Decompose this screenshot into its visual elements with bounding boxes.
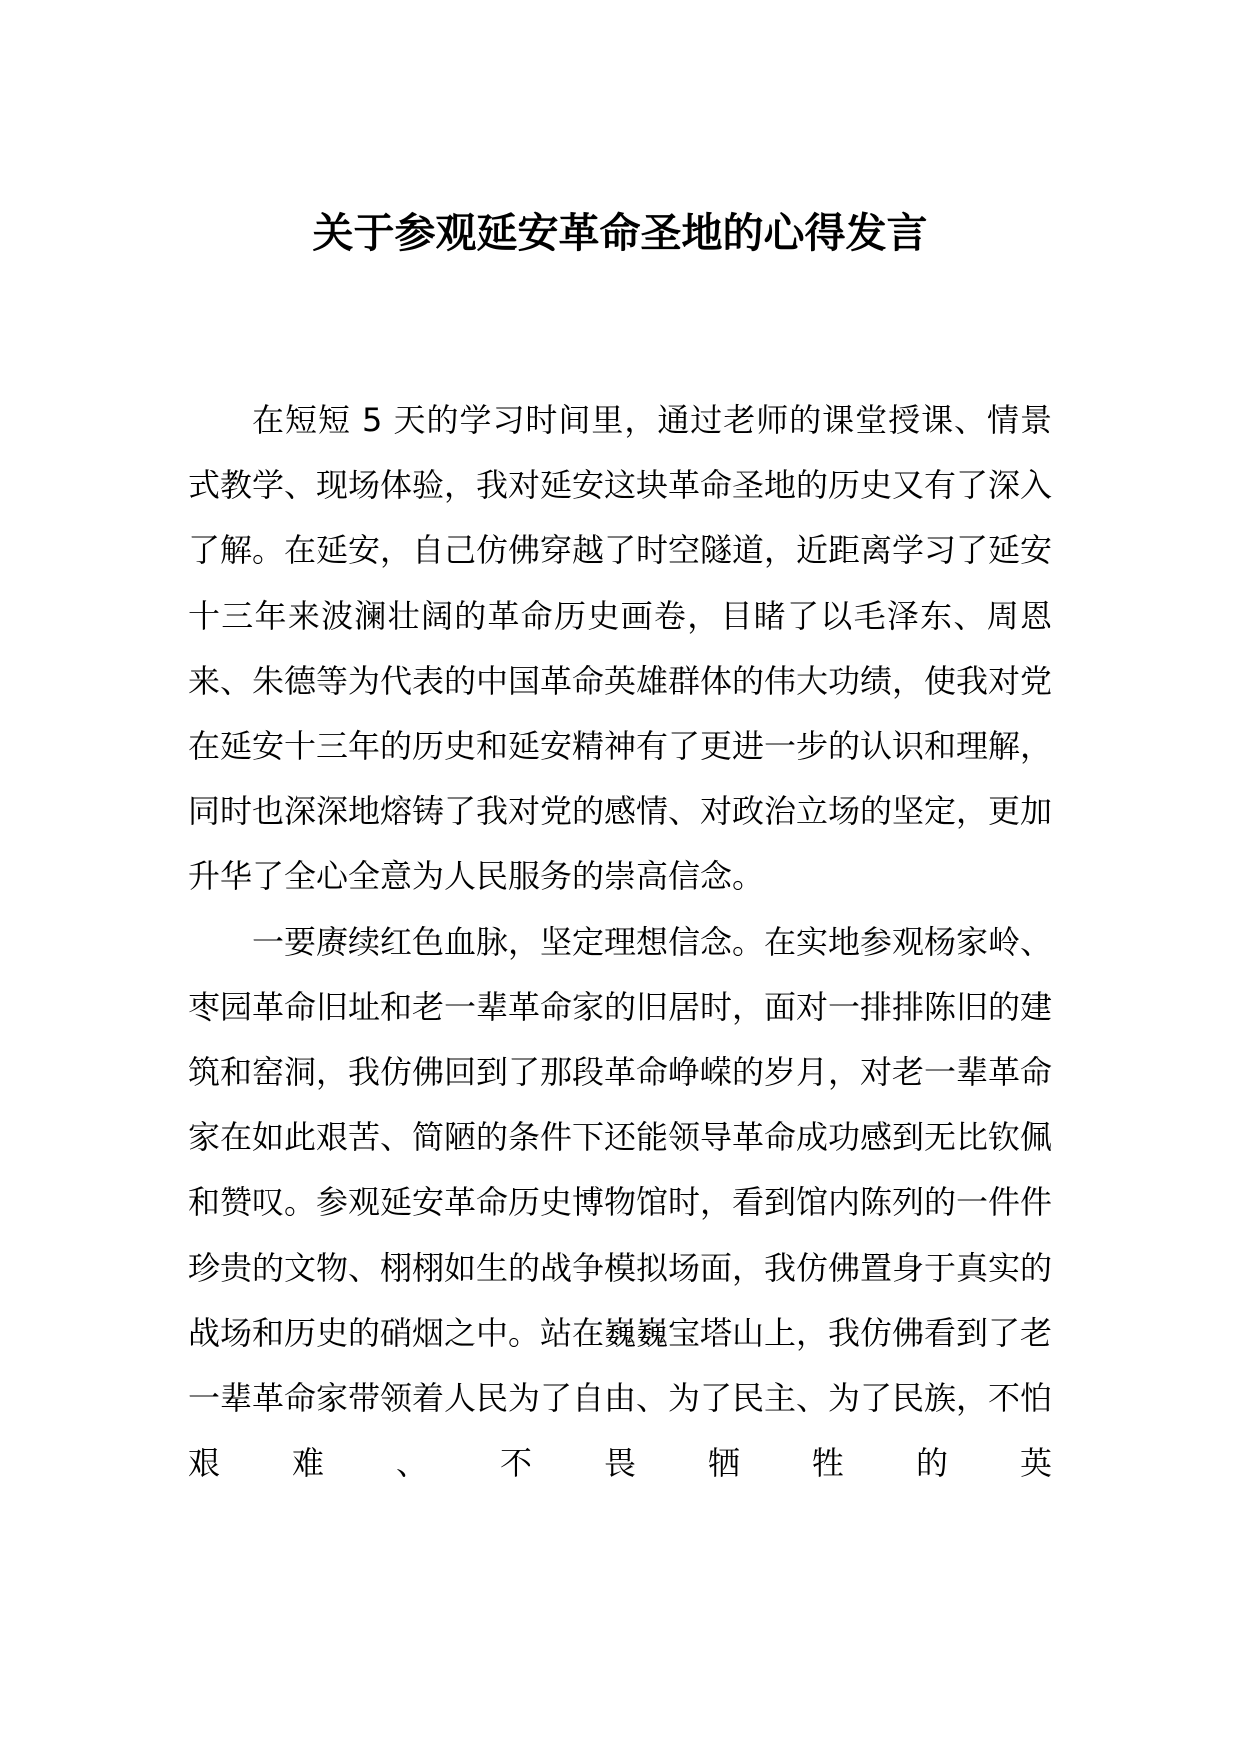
paragraph-point-one: 一要赓续红色血脉，坚定理想信念。在实地参观杨家岭、枣园革命旧址和老一辈革命家的旧居时，面对一排排陈旧的建筑和窑洞，我仿佛回到了那段革命峥嵘的岁月，对老一辈革命家在如此艰苦、简陋的条件下还能领导革命成功感到无比钦佩和赞叹。参观延安革命历史博物馆时，看到馆内陈列的一件件珍贵的文物、栩栩如生的战争模拟场面，我仿佛置身于真实的战场和历史的硝烟之中。站在巍巍宝塔山上，我仿佛看到了老一辈革命家带领着人民为了自由、为了民主、为了民族，不怕艰难、不畏牺牲的英 xyxy=(188,922,1053,1483)
paragraph-intro: 在短短 5 天的学习时间里，通过老师的课堂授课、情景式教学、现场体验，我对延安这块革命圣地的历史又有了深入了解。在延安，自己仿佛穿越了时空隧道，近距离学习了延安十三年来波澜壮阔的革命历史画卷，目睹了以毛泽东、周恩来、朱德等为代表的中国革命英雄群体的伟大功绩，使我对党在延安十三年的历史和延安精神有了更进一步的认识和理解，同时也深深地熔铸了我对党的感情、对政治立场的坚定，更加升华了全心全意为人民服务的崇高信念。 xyxy=(188,401,1053,896)
document-title: 关于参观延安革命圣地的心得发言 xyxy=(312,209,928,257)
document-body xyxy=(188,388,1052,1496)
